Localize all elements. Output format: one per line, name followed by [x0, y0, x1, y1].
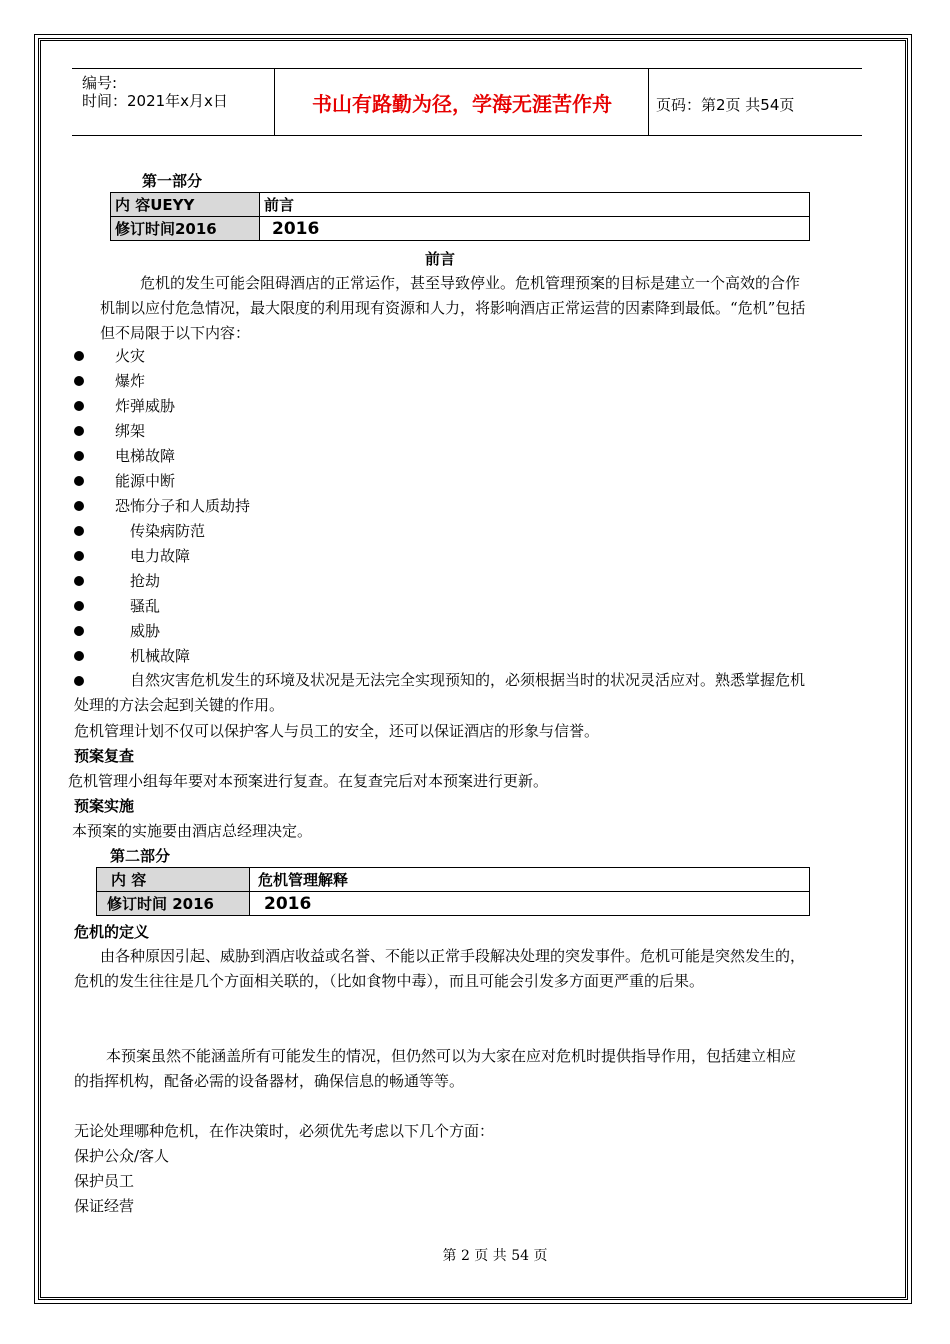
review-heading: 预案复查 — [74, 747, 135, 765]
intro-paragraph: 危机的发生可能会阻碍酒店的正常运作，甚至导致停业。危机管理预案的目标是建立一个高效的合作机制以应付危急情况，最大限度的利用现有资源和人力，将影响酒店正常运营的因素降到最低。“危机”包括但不局限于以下内容： — [100, 274, 806, 342]
priority-intro: 无论处理哪种危机，在作决策时，必须优先考虑以下几个方面： — [74, 1122, 495, 1140]
bullet-icon — [74, 401, 84, 411]
review-text: 危机管理小组每年要对本预案进行复查。在复查完后对本预案进行更新。 — [68, 772, 549, 790]
definition-text: 由各种原因引起、威胁到酒店收益或名誉、不能以正常手段解决处理的突发事件。危机可能是突然发生的，危机的发生往往是几个方面相关联的，（比如食物中毒），而且可能会引发多方面更严重的后果。 — [74, 947, 806, 990]
content-value: 危机管理解释 — [250, 868, 810, 892]
part1-info-table — [110, 192, 810, 241]
bullet-icon — [74, 451, 84, 461]
definition-heading: 危机的定义 — [74, 923, 150, 941]
header-divider — [648, 68, 649, 136]
doc-number-label: 编号: — [82, 74, 118, 92]
revision-value: 2016 — [260, 217, 810, 241]
list-item: 恐怖分子和人质劫持 — [115, 497, 251, 515]
list-item: 火灾 — [115, 347, 146, 365]
bullet-icon — [74, 576, 84, 586]
implementation-text: 本预案的实施要由酒店总经理决定。 — [72, 822, 313, 840]
priority-item: 保护公众/客人 — [74, 1147, 170, 1165]
list-item: 绑架 — [115, 422, 146, 440]
bullet-icon — [74, 526, 84, 536]
list-item: 电力故障 — [130, 547, 191, 565]
list-item: 爆炸 — [115, 372, 146, 390]
list-item-natural-disaster: 自然灾害危机发生的环境及状况是无法完全实现预知的，必须根据当时的状况灵活应对。熟悉掌握危机处理的方法会起到关键的作用。 — [74, 671, 806, 714]
part1-label: 第一部分 — [142, 172, 203, 190]
list-item: 威胁 — [130, 622, 161, 640]
part2-label: 第二部分 — [110, 847, 171, 865]
list-item: 能源中断 — [115, 472, 176, 490]
content-label: 内 容UEYY — [111, 193, 260, 217]
list-item: 抢劫 — [130, 572, 161, 590]
list-item: 骚乱 — [130, 597, 161, 615]
bullet-icon — [74, 476, 84, 486]
priority-item: 保证经营 — [74, 1197, 135, 1215]
list-item: 传染病防范 — [130, 522, 206, 540]
scope-text: 本预案虽然不能涵盖所有可能发生的情况，但仍然可以为大家在应对危机时提供指导作用，包括建立相应的指挥机构，配备必需的设备器材，确保信息的畅通等等。 — [74, 1047, 797, 1090]
page-code: 页码：第2页 共54页 — [656, 96, 795, 114]
revision-label: 修订时间 2016 — [97, 892, 250, 916]
list-item: 机械故障 — [130, 647, 191, 665]
footer-page-number: 第 2 页 共 54 页 — [442, 1248, 548, 1264]
revision-label: 修订时间2016 — [111, 217, 260, 241]
bullet-icon — [74, 601, 84, 611]
part2-info-table — [96, 867, 810, 916]
implementation-heading: 预案实施 — [74, 797, 135, 815]
revision-value: 2016 — [250, 892, 810, 916]
section-heading: 前言 — [424, 250, 455, 268]
list-item: 电梯故障 — [115, 447, 176, 465]
bullet-icon — [74, 501, 84, 511]
content-value: 前言 — [260, 193, 810, 217]
bullet-icon — [74, 351, 84, 361]
content-label: 内 容 — [97, 868, 250, 892]
plan-note: 危机管理计划不仅可以保护客人与员工的安全，还可以保证酒店的形象与信誉。 — [74, 722, 600, 740]
bullet-icon — [74, 551, 84, 561]
bullet-icon — [74, 376, 84, 386]
bullet-icon — [74, 626, 84, 636]
bullet-icon — [74, 651, 84, 661]
list-item: 炸弹威胁 — [115, 397, 176, 415]
priority-item: 保护员工 — [74, 1172, 135, 1190]
header-motto: 书山有路勤为径，学海无涯苦作舟 — [312, 91, 612, 116]
doc-time: 时间：2021年x月x日 — [82, 92, 228, 110]
bullet-icon — [74, 426, 84, 436]
header-divider — [274, 68, 275, 136]
